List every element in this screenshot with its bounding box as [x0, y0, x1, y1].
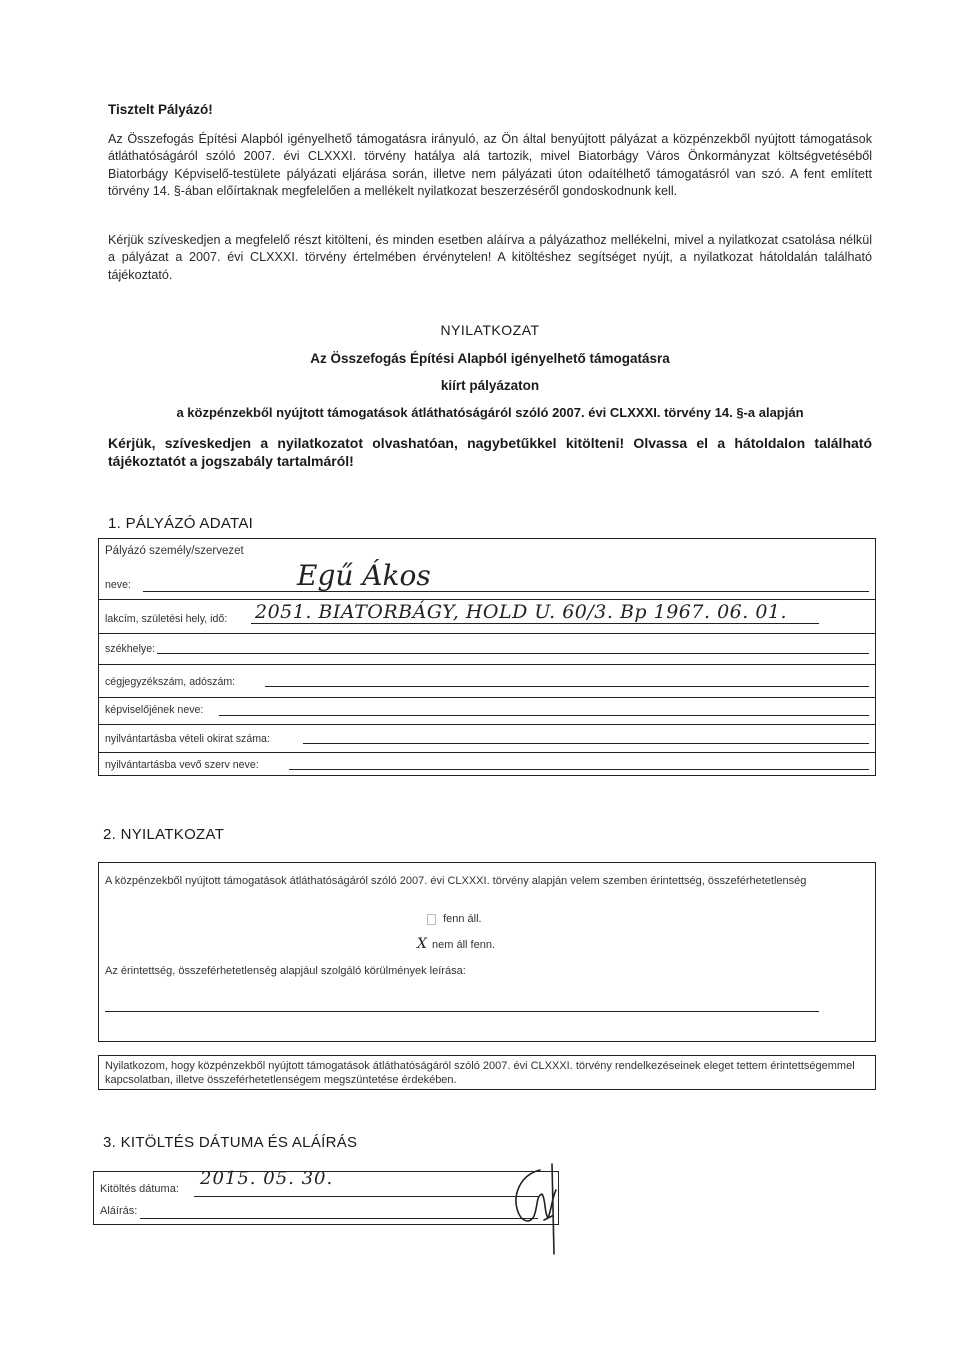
regno-field[interactable]	[265, 686, 869, 687]
circumstances-label: Az érintettség, összeférhetetlenség alapjául szolgáló körülmények leírása:	[105, 965, 466, 977]
date-signature-box	[93, 1168, 559, 1225]
document-title: NYILATKOZAT	[440, 322, 540, 338]
registry-doc-field[interactable]	[303, 743, 869, 744]
signature-field[interactable]	[140, 1218, 538, 1219]
representative-field[interactable]	[219, 715, 869, 716]
heading-line-2: kiírt pályázaton	[440, 378, 540, 393]
option-exists[interactable]	[427, 913, 482, 925]
address-row	[99, 599, 875, 634]
option-not-exists-mark[interactable]: X	[417, 936, 427, 952]
fill-instruction: Kérjük, szíveskedjen a nyilatkozatot olvashatóan, nagybetűkkel kitölteni! Olvassa el a hátoldalon található tájékoztatót a jogszabály tartalmáról!	[108, 435, 872, 469]
date-handwritten: 2015. 05. 30.	[200, 1168, 334, 1189]
applicant-data-box	[98, 538, 876, 776]
date-field[interactable]	[194, 1196, 538, 1197]
seat-label: székhelye:	[105, 643, 156, 655]
name-handwritten: Egű Ákos	[297, 559, 431, 592]
representative-label: képviselőjének neve:	[105, 704, 204, 716]
registry-doc-row	[99, 724, 875, 753]
heading-line-3: a közpénzekből nyújtott támogatások átláthatóságáról szóló 2007. évi CLXXXI. törvény 14. §-a alapján	[176, 405, 804, 420]
representative-row	[99, 697, 875, 725]
option-exists-checkbox[interactable]	[427, 914, 436, 925]
applicant-header-label: Pályázó személy/szervezet	[105, 545, 244, 557]
name-row	[99, 539, 875, 600]
option-not-exists-label: nem áll fenn.	[432, 939, 496, 951]
declaration-box	[98, 1055, 876, 1090]
option-exists-label: fenn áll.	[443, 913, 482, 925]
address-handwritten: 2051. BIATORBÁGY, HOLD U. 60/3. Bp 1967. 06. 01.	[255, 601, 788, 623]
section-3-title: 3. KITÖLTÉS DÁTUMA ÉS ALÁÍRÁS	[103, 1134, 358, 1151]
intro-paragraph-1: Az Összefogás Építési Alapból igényelhető támogatásra irányuló, az Ön által benyújtott pályázat a közpénzekből nyújtott támogatások átláthatóságáról szóló 2007. évi CLXXXI. törvény hatálya alá tartozik, mivel Biatorbágy Város Önkormányzat költségvetéséből Biatorbágy Képviselő-testülete pályázati eljárása során, illetve nem pályázati úton odaítélhető támogatásról van szó. A fent említett törvény 14. §-ában előírtaknak megfelelően a mellékelt nyilatkozat beszerzéséről gondoskodnunk kell.	[108, 132, 872, 199]
section-2-title: 2. NYILATKOZAT	[103, 826, 225, 843]
declaration-text: Nyilatkozom, hogy közpénzekből nyújtott támogatások átláthatóságáról szóló 2007. évi CLXXXI. törvény rendelkezéseinek eleget tettem érintettségemmel kapcsolatban, illetve összeférhetetlenségem megszüntetése érdekében.	[105, 1060, 855, 1086]
circumstances-field-1[interactable]	[105, 1011, 819, 1012]
seat-row	[99, 633, 875, 665]
option-not-exists[interactable]	[417, 936, 495, 952]
name-field[interactable]	[143, 591, 869, 592]
statement-box	[98, 862, 876, 1042]
signature-label: Aláírás:	[100, 1205, 138, 1217]
registry-org-label: nyilvántartásba vevő szerv neve:	[105, 759, 259, 771]
seat-field[interactable]	[157, 653, 869, 654]
address-label: lakcím, születési hely, idő:	[105, 613, 228, 625]
registry-org-field[interactable]	[289, 769, 869, 770]
regno-label: cégjegyzékszám, adószám:	[105, 676, 236, 688]
statement-text: A közpénzekből nyújtott támogatások átláthatóságáról szóló 2007. évi CLXXXI. törvény alapján velem szemben érintettség, összeférhetetlenség	[105, 875, 807, 887]
registry-doc-label: nyilvántartásba vételi okirat száma:	[105, 733, 270, 745]
heading-line-1: Az Összefogás Építési Alapból igényelhető támogatásra	[310, 351, 670, 366]
name-label: neve:	[105, 579, 131, 591]
section-1-title: 1. PÁLYÁZÓ ADATAI	[108, 515, 254, 532]
date-label: Kitöltés dátuma:	[100, 1183, 179, 1195]
regno-row	[99, 664, 875, 698]
address-field[interactable]	[251, 623, 819, 624]
signature-image	[500, 1150, 580, 1260]
greeting: Tisztelt Pályázó!	[108, 102, 213, 117]
registry-org-row	[99, 752, 875, 776]
intro-paragraph-2: Kérjük szíveskedjen a megfelelő részt kitölteni, és minden esetben aláírva a pályázathoz mellékelni, mivel a nyilatkozat csatolása nélkül a pályázat a 2007. évi CLXXXI. törvény értelmében érvénytelen! A kitöltéshez segítséget nyújt, a nyilatkozat hátoldalán található tájékoztató.	[108, 233, 872, 282]
